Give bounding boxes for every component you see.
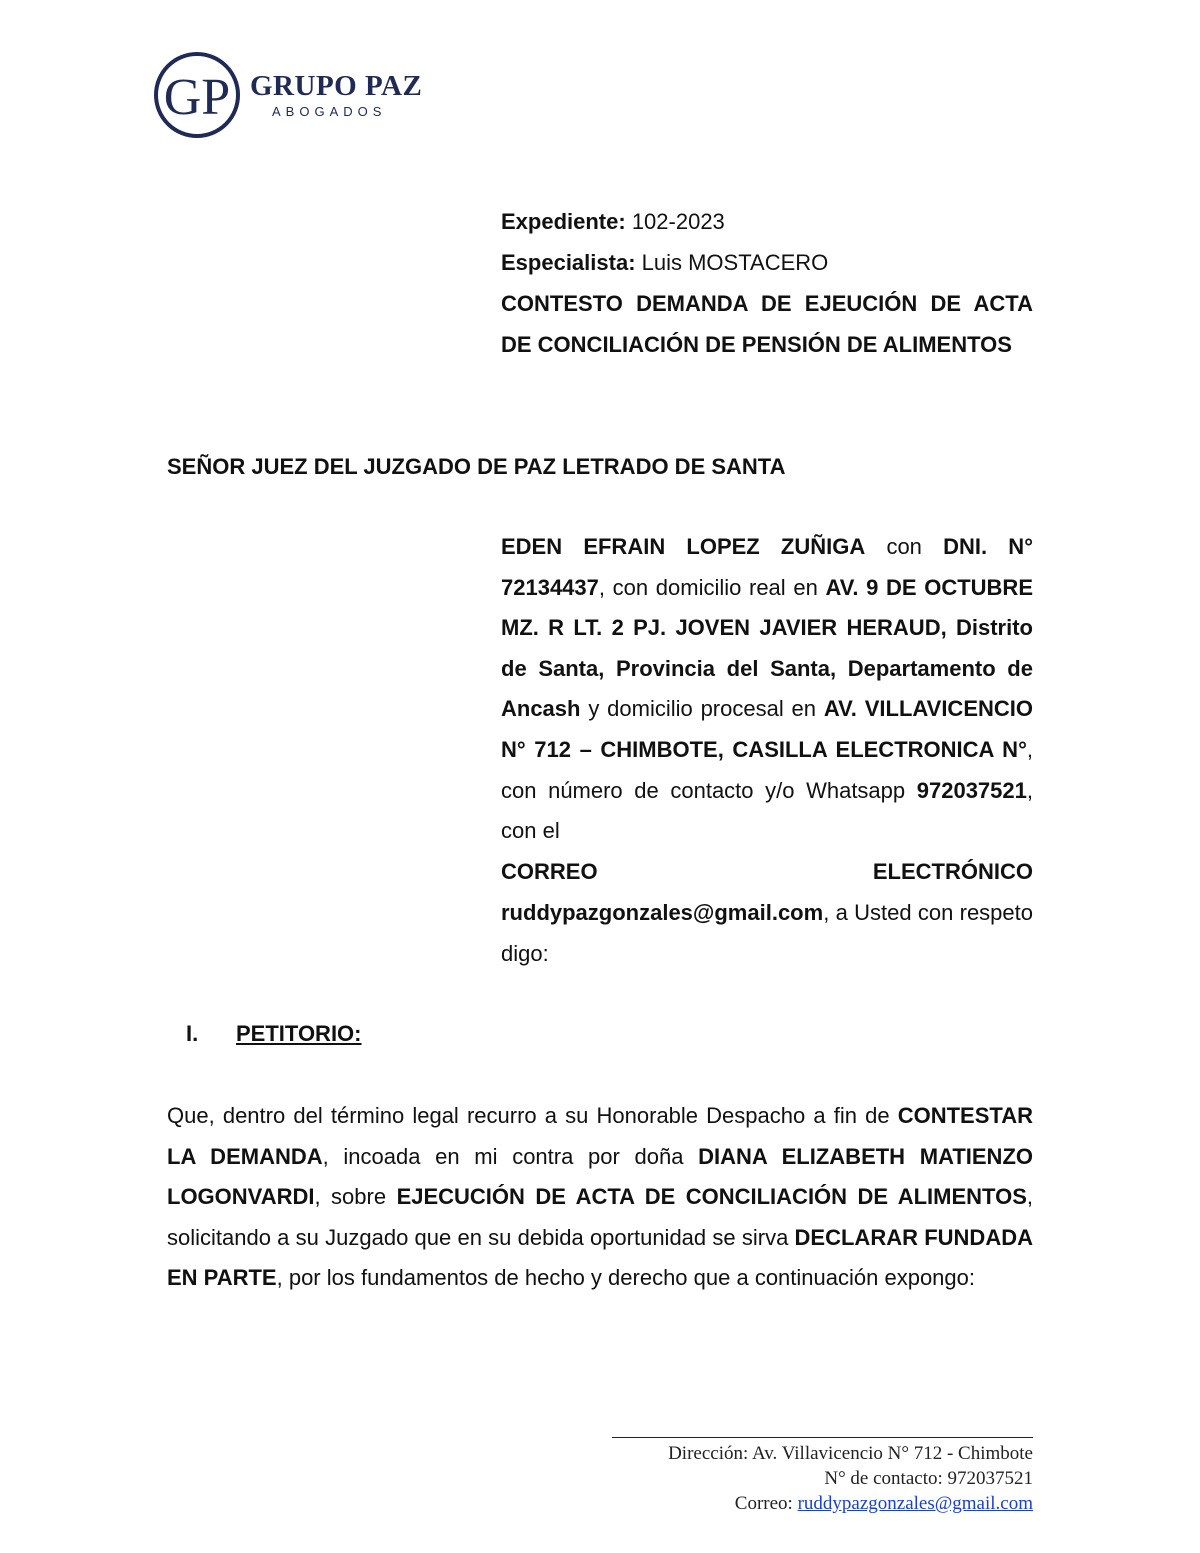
email-line: [501, 893, 1033, 974]
expediente-value: 102-2023: [625, 209, 725, 234]
petitorio-bold-4: DECLARAR FUNDADA EN PARTE: [167, 1224, 1033, 1291]
party-text-5: , con el: [501, 777, 1033, 844]
section-heading: [186, 1014, 362, 1054]
footer-email-line: [560, 1491, 1033, 1516]
especialista-value: Luis MOSTACERO: [635, 250, 829, 275]
petitorio-text-2: , incoada en mi contra por doña: [322, 1143, 699, 1169]
footer: [560, 1441, 1033, 1516]
footer-email-label: Correo:: [734, 1493, 798, 1514]
addressee-text: SEÑOR JUEZ DEL JUZGADO DE PAZ LETRADO DE SANTA: [167, 454, 786, 479]
party-text-6: , a Usted con respeto digo:: [501, 900, 1033, 966]
footer-contact: N° de contacto: 972037521: [824, 1468, 1033, 1489]
petitorio-bold-3: EJECUCIÓN DE ACTA DE CONCILIACIÓN DE ALIMENTOS: [396, 1184, 1027, 1210]
expediente-label: Expediente:: [501, 209, 626, 234]
party-text-1: con: [865, 534, 944, 559]
party-introduction: [501, 527, 1033, 852]
petitorio-paragraph: [167, 1096, 1033, 1299]
especialista-label: Especialista:: [501, 250, 636, 275]
dni-label: DNI. N°: [943, 534, 1033, 559]
petitorio-bold-1: CONTESTAR LA DEMANDA: [167, 1103, 1033, 1169]
svg-text:GP: GP: [163, 69, 231, 126]
footer-address: Dirección: Av. Villavicencio N° 712 - Chimbote: [668, 1443, 1033, 1464]
party-text-3: y domicilio procesal en: [580, 696, 824, 722]
email-label-1: CORREO: [501, 859, 598, 884]
firm-name: GRUPO PAZ: [250, 69, 423, 102]
petitorio-text-5: , por los fundamentos de hecho y derecho que a continuación expongo:: [276, 1265, 975, 1291]
real-address: AV. 9 DE OCTUBRE MZ. R LT. 2 PJ. JOVEN JAVIER HERAUD, Distrito de Santa, Provincia del Santa, Departamento de Ancash: [501, 574, 1033, 722]
gp-monogram-icon: [152, 52, 242, 138]
petitorio-text-4: , solicitando a su Juzgado que en su debida oportunidad se sirva: [167, 1184, 1034, 1250]
addressee: [167, 447, 1033, 488]
party-text-2: , con domicilio real en: [598, 574, 826, 600]
procesal-address: AV. VILLAVICENCIO N° 712 – CHIMBOTE, CASILLA ELECTRONICA N°: [501, 696, 1033, 762]
party-text-4: , con número de contacto y/o Whatsapp: [501, 736, 1033, 803]
section-title: PETITORIO:: [236, 1021, 362, 1046]
petitorio-text-1: Que, dentro del término legal recurro a su Honorable Despacho a fin de: [167, 1103, 898, 1128]
contact-phone: 972037521: [916, 777, 1027, 803]
petitorio-bold-2: DIANA ELIZABETH MATIENZO LOGONVARDI: [167, 1143, 1033, 1210]
footer-divider: [612, 1437, 1033, 1438]
petitorio-text-3: , sobre: [314, 1184, 397, 1210]
expediente-line: [501, 202, 1033, 243]
sumilla: [501, 284, 1033, 365]
firm-logo: [152, 52, 422, 138]
email-label-line: [501, 852, 1033, 893]
firm-subtitle: ABOGADOS: [272, 103, 387, 119]
party-name: EDEN EFRAIN LOPEZ ZUÑIGA: [501, 534, 866, 559]
sumilla-text: CONTESTO DEMANDA DE EJEUCIÓN DE ACTA DE CONCILIACIÓN DE PENSIÓN DE ALIMENTOS: [501, 291, 1033, 357]
footer-email-link[interactable]: ruddypazgonzales@gmail.com: [797, 1493, 1033, 1514]
dni-number: 72134437: [501, 574, 599, 600]
party-email: ruddypazgonzales@gmail.com: [501, 900, 824, 925]
email-label-2: ELECTRÓNICO: [872, 859, 1033, 884]
especialista-line: [501, 243, 1033, 284]
section-number: I.: [186, 1021, 199, 1046]
